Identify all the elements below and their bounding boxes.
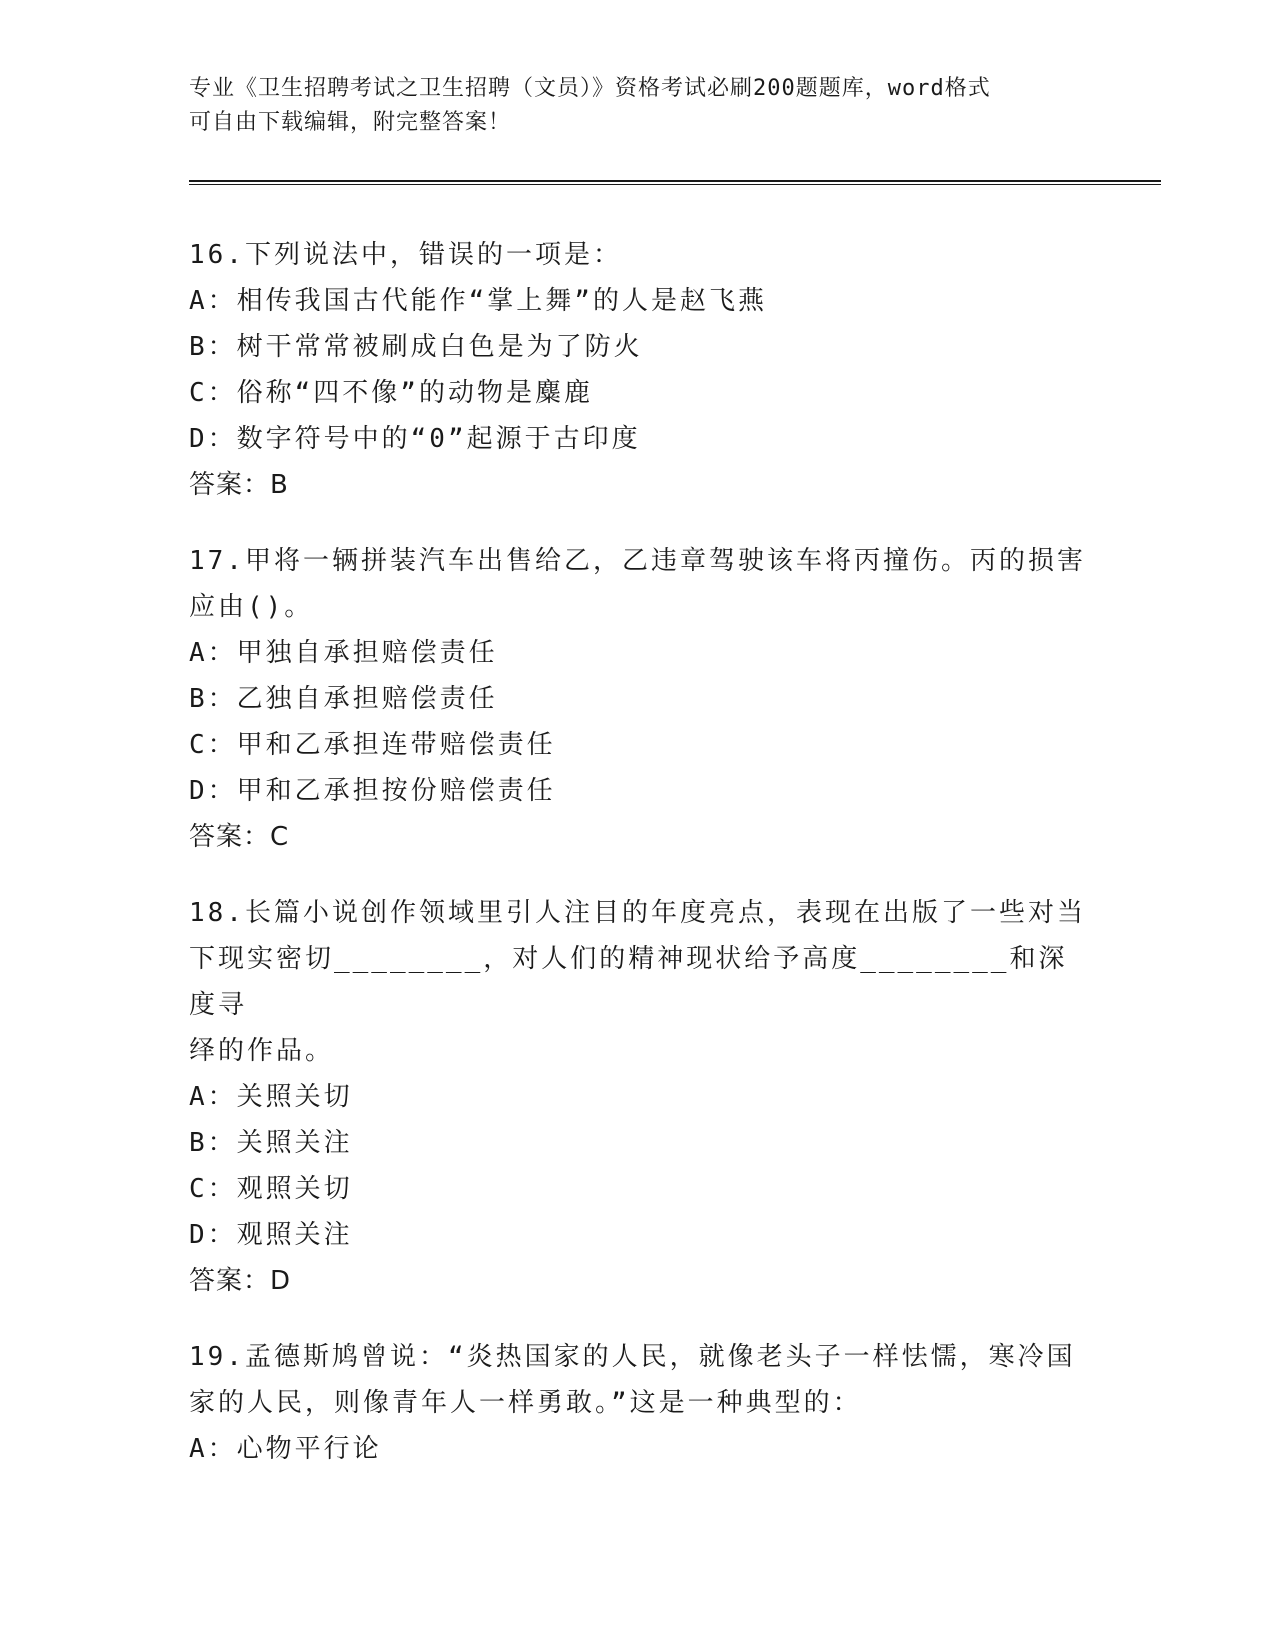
- answer-line: 答案：B: [189, 470, 289, 500]
- option-d: D：甲和乙承担按份赔偿责任: [189, 776, 556, 806]
- option-b: B：关照关注: [189, 1128, 353, 1158]
- question-list: [189, 232, 1089, 1502]
- option-a: A：心物平行论: [189, 1434, 382, 1464]
- header-divider: [189, 180, 1161, 185]
- question-stem: 应由()。: [189, 592, 314, 622]
- option-d: D：观照关注: [189, 1220, 353, 1250]
- question-stem: 19.孟德斯鸠曾说：“炎热国家的人民，就像老头子一样怯懦，寒冷国: [189, 1342, 1076, 1372]
- question-stem: 16.下列说法中，错误的一项是：: [189, 240, 622, 270]
- question-16: [189, 232, 1089, 508]
- question-stem: 18.长篇小说创作领域里引人注目的年度亮点，表现在出版了一些对当: [189, 898, 1086, 928]
- document-header: [189, 72, 1089, 140]
- option-c: C：甲和乙承担连带赔偿责任: [189, 730, 556, 760]
- question-19: [189, 1334, 1089, 1472]
- question-18: [189, 890, 1089, 1304]
- option-a: A：甲独自承担赔偿责任: [189, 638, 498, 668]
- option-b: B：树干常常被刷成白色是为了防火: [189, 332, 643, 362]
- question-stem: 下现实密切________，对人们的精神现状给予高度________和深度寻: [189, 944, 1068, 1020]
- question-17: [189, 538, 1089, 860]
- question-stem: 绎的作品。: [189, 1036, 335, 1066]
- header-line-2: 可自由下载编辑，附完整答案！: [189, 110, 512, 135]
- option-b: B：乙独自承担赔偿责任: [189, 684, 498, 714]
- question-stem: 家的人民，则像青年人一样勇敢。”这是一种典型的：: [189, 1388, 862, 1418]
- question-stem: 17.甲将一辆拼装汽车出售给乙，乙违章驾驶该车将丙撞伤。丙的损害: [189, 546, 1086, 576]
- option-a: A：关照关切: [189, 1082, 353, 1112]
- answer-line: 答案：C: [189, 822, 290, 852]
- header-line-1: 专业《卫生招聘考试之卫生招聘（文员）》资格考试必刷200题题库，word格式: [189, 76, 991, 101]
- option-c: C：观照关切: [189, 1174, 353, 1204]
- option-c: C：俗称“四不像”的动物是麋鹿: [189, 378, 593, 408]
- option-d: D：数字符号中的“0”起源于古印度: [189, 424, 641, 454]
- option-a: A：相传我国古代能作“掌上舞”的人是赵飞燕: [189, 286, 767, 316]
- answer-line: 答案：D: [189, 1266, 292, 1296]
